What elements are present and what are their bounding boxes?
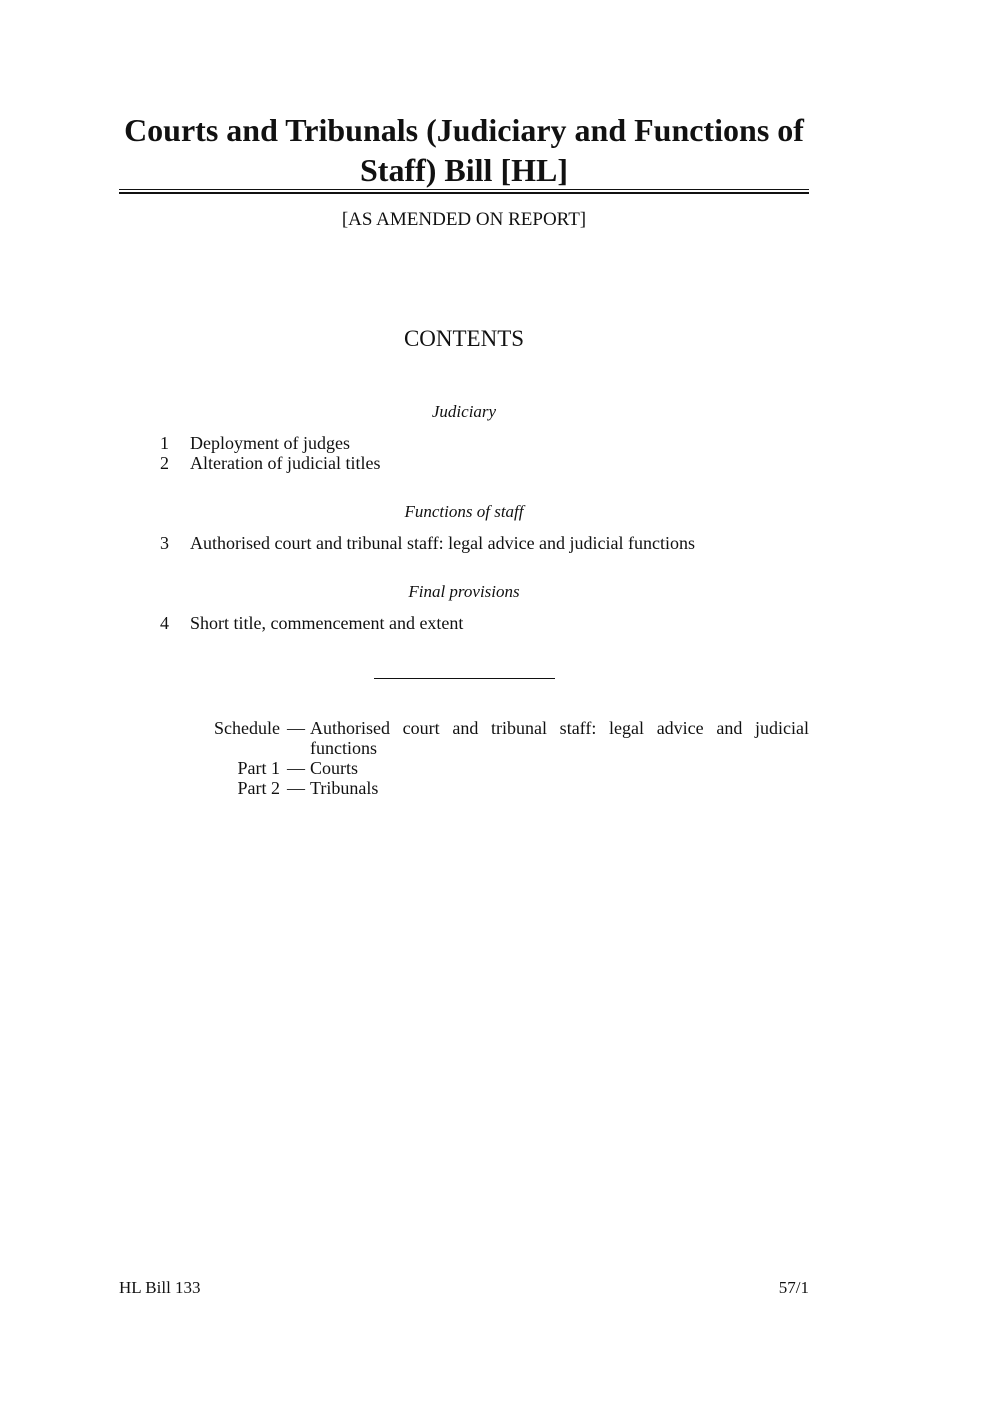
item-number: 3 — [160, 533, 169, 553]
schedule-part-label: Part 1 — [237, 758, 280, 778]
contents-heading: CONTENTS — [403, 326, 525, 351]
schedule-part-title: Tribunals — [310, 778, 379, 798]
schedule-dash: — — [287, 758, 305, 778]
contents-item[interactable] — [150, 533, 695, 553]
print-reference: 57/1 — [778, 1278, 809, 1297]
item-text: Short title, commencement and extent — [190, 613, 464, 633]
section-divider — [374, 678, 555, 679]
title-rule-thick — [119, 192, 809, 194]
item-number: 1 — [160, 433, 169, 453]
section-heading-functions-of-staff: Functions of staff — [404, 502, 524, 521]
schedule-part-title: Courts — [310, 758, 359, 778]
item-number: 2 — [160, 453, 169, 473]
schedule-title-line1: Authorised court and tribunal staff: legal advice and judicial — [310, 718, 809, 738]
item-text: Alteration of judicial titles — [190, 453, 381, 473]
schedule-part-label: Part 2 — [237, 778, 280, 798]
schedule-label: Schedule — [214, 718, 280, 738]
section-heading-judiciary: Judiciary — [431, 402, 497, 421]
schedule-block[interactable] — [119, 718, 809, 808]
bill-title: Courts and Tribunals (Judiciary and Functions of Staff) Bill [HL] — [124, 112, 804, 188]
bill-subtitle: [AS AMENDED ON REPORT] — [341, 209, 587, 230]
item-text: Authorised court and tribunal staff: legal advice and judicial functions — [190, 533, 696, 553]
schedule-dash: — — [287, 778, 305, 798]
contents-item[interactable] — [150, 453, 380, 473]
item-text: Deployment of judges — [190, 433, 350, 453]
schedule-title-line2: functions — [310, 738, 377, 758]
title-rule-thin — [119, 189, 809, 190]
contents-item[interactable] — [150, 433, 350, 453]
section-heading-final-provisions: Final provisions — [408, 582, 520, 601]
item-number: 4 — [160, 613, 169, 633]
contents-item[interactable] — [150, 613, 463, 633]
bill-number: HL Bill 133 — [119, 1278, 201, 1297]
schedule-dash: — — [287, 718, 305, 738]
